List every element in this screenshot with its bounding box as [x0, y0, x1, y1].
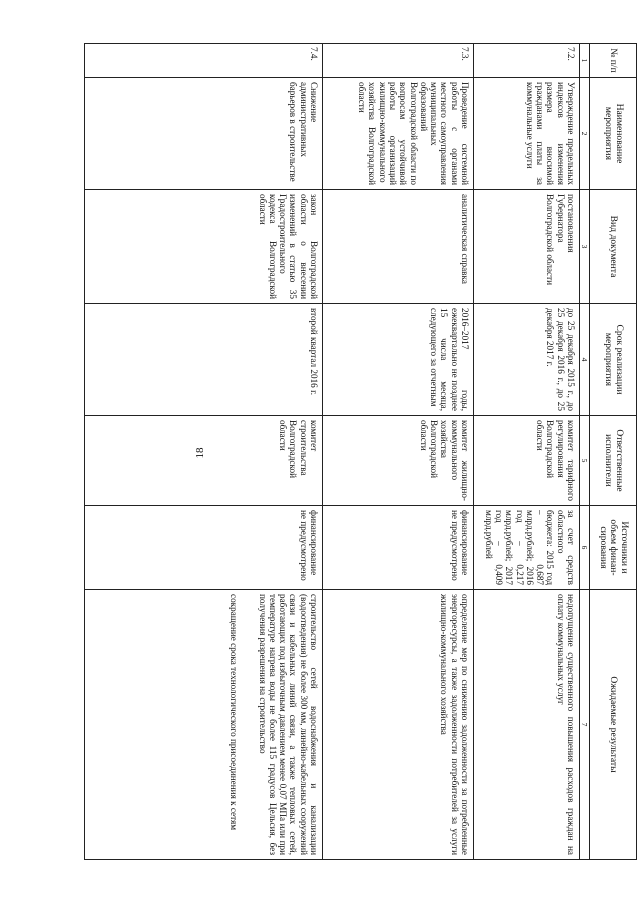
responsible-cell: комитет строительства Волгоградской области	[85, 416, 323, 506]
table-header-row	[590, 44, 637, 860]
document-type-cell: постановления Губернатора Волгоградской области	[474, 190, 580, 304]
column-number: 7	[580, 590, 590, 860]
rotated-page	[92, 43, 637, 859]
row-number: 7.2.	[474, 44, 580, 78]
header-document-type: Вид документа	[590, 190, 637, 304]
header-results: Ожидаемые результаты	[590, 590, 637, 860]
column-number: 6	[580, 506, 590, 590]
column-number: 2	[580, 78, 590, 190]
term-cell: 2016–2017 годы, ежеквартально не позднее 15 числа месяца, следующего за отчетным	[323, 304, 474, 416]
column-number: 4	[580, 304, 590, 416]
measures-table	[84, 43, 637, 860]
result-cell: недопущение существенного повышения расходов граждан на оплату коммунальных услуг	[474, 590, 580, 860]
document-type-cell: аналитическая справка	[323, 190, 474, 304]
column-number-row	[580, 44, 590, 860]
term-cell: до 25 декабря 2015 г., до 25 декабря 2016 г., до 25 декабря 2017 г.	[474, 304, 580, 416]
measure-name-cell: Проведение системной работы с органами местного самоуправления муниципальных образований Волгоградской области по вопросам устойчивой работы организаций жилищно-коммунального хозяйства Волгоградской области	[323, 78, 474, 190]
funding-cell: финансирование не предусмотрено	[323, 506, 474, 590]
table-row	[85, 44, 323, 860]
responsible-cell: комитет тарифного регулирования Волгоградской области	[474, 416, 580, 506]
header-funding: Источники и объем финан-сирования	[590, 506, 637, 590]
result-cell	[85, 590, 323, 860]
table-row	[323, 44, 474, 860]
table-row	[474, 44, 580, 860]
measure-name-cell: Снижение административных барьеров в строительстве	[85, 78, 323, 190]
row-number: 7.4.	[85, 44, 323, 78]
row-number: 7.3.	[323, 44, 474, 78]
document-type-cell: закон Волгоградской области о внесении изменений в статью 35 Градостроительного кодекса Волгоградской области	[85, 190, 323, 304]
table-sheet	[92, 43, 637, 859]
responsible-cell: комитет жилищно-коммунального хозяйства Волгоградской области	[323, 416, 474, 506]
header-responsible: Ответственные исполнители	[590, 416, 637, 506]
column-number: 3	[580, 190, 590, 304]
term-cell: второй квартал 2016 г.	[85, 304, 323, 416]
result-cell: определение мер по снижению задолженности за потребленные энергоресурсы, а также задолженности потребителей за услуги жилищно-коммунального хозяйства	[323, 590, 474, 860]
measure-name-cell: Утверждение предельных индексов изменения размера вносимой гражданами платы за коммунальные услуги	[474, 78, 580, 190]
funding-cell: финансирование не предусмотрено	[85, 506, 323, 590]
funding-cell: за счет средств областного бюджета: 2015 год – 0,687 млрд.рублей; 2016 год – 0,217 млрд.рублей; 2017 год – 0,409 млрд.рублей	[474, 506, 580, 590]
column-number: 1	[580, 44, 590, 78]
column-number: 5	[580, 416, 590, 506]
header-measure-name: Наименование мероприятия	[590, 78, 637, 190]
header-term: Срок реализации мероприятия	[590, 304, 637, 416]
header-number: № п/п	[590, 44, 637, 78]
result-extra-text: сокращение срока технологического присоединения к сетям	[229, 594, 240, 831]
page-number: 18	[194, 447, 206, 459]
result-text: строительство сетей водоснабжения и канализации (водоотведения) не более 300 мм, линейно-кабельных сооружений связи и кабельных линий связи, а также тепловых сетей, работающих под избыточным давлением менее 0,07 МПа или при температуре нагрева воды не более 115 градусов Цельсия, без получения разрешения на строительство	[257, 594, 319, 855]
